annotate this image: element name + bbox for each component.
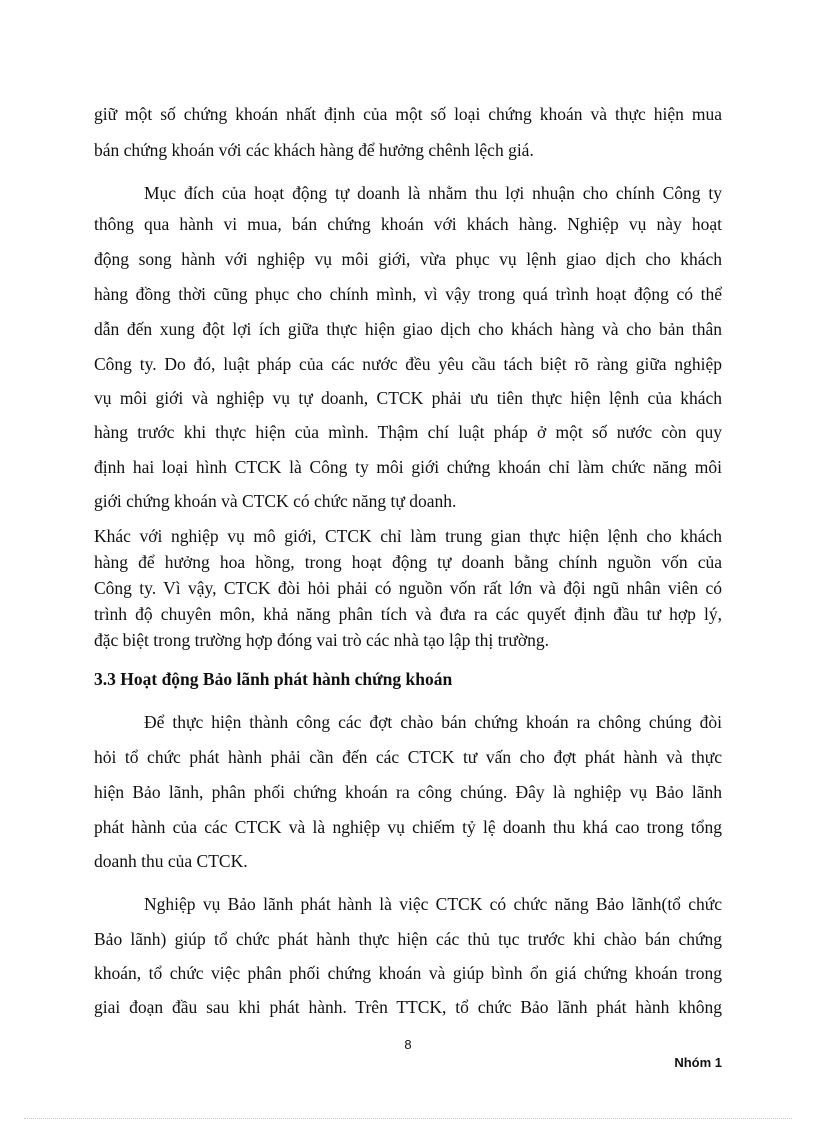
- footer-group-label: Nhóm 1: [674, 1055, 722, 1070]
- text-line: Khác với nghiệp vụ mô giới, CTCK chỉ làm trung gian thực hiện lệnh cho khách: [94, 526, 722, 546]
- text-line: giai đoạn đầu sau khi phát hành. Trên TTCK, tổ chức Bảo lãnh phát hành không: [94, 997, 722, 1017]
- text-line: hỏi tổ chức phát hành phải cần đến các CTCK tư vấn cho đợt phát hành và thực: [94, 747, 722, 767]
- text-line: động song hành với nghiệp vụ môi giới, vừa phục vụ lệnh giao dịch cho khách: [94, 249, 722, 269]
- text-line: giới chứng khoán và CTCK có chức năng tự doanh.: [94, 491, 457, 511]
- text-line: Công ty. Vì vậy, CTCK đòi hỏi phải có nguồn vốn rất lớn và đội ngũ nhân viên có: [94, 578, 722, 598]
- text-line: phát hành của các CTCK và là nghiệp vụ chiếm tỷ lệ doanh thu khá cao trong tổng: [94, 817, 722, 837]
- text-line: Mục đích của hoạt động tự doanh là nhằm thu lợi nhuận cho chính Công ty: [144, 183, 722, 203]
- text-line: Công ty. Do đó, luật pháp của các nước đều yêu cầu tách biệt rõ ràng giữa nghiệp: [94, 354, 722, 374]
- text-line: định hai loại hình CTCK là Công ty môi giới chứng khoán chỉ làm chức năng môi: [94, 457, 722, 477]
- text-line: vụ môi giới và nghiệp vụ tự doanh, CTCK phải ưu tiên thực hiện lệnh của khách: [94, 388, 722, 408]
- text-line: thông qua hành vi mua, bán chứng khoán với khách hàng. Nghiệp vụ này hoạt: [94, 214, 722, 234]
- text-line: hiện Bảo lãnh, phân phối chứng khoán ra công chúng. Đây là nghiệp vụ Bảo lãnh: [94, 782, 722, 802]
- text-line: giữ một số chứng khoán nhất định của một số loại chứng khoán và thực hiện mua: [94, 104, 722, 124]
- text-line: đặc biệt trong trường hợp đóng vai trò các nhà tạo lập thị trường.: [94, 630, 549, 650]
- text-line: Nghiệp vụ Bảo lãnh phát hành là việc CTCK có chức năng Bảo lãnh(tổ chức: [144, 894, 722, 914]
- section-heading: 3.3 Hoạt động Bảo lãnh phát hành chứng khoán: [94, 669, 453, 689]
- page-bottom-divider: [24, 1118, 792, 1119]
- text-line: Bảo lãnh) giúp tổ chức phát hành thực hiện các thủ tục trước khi chào bán chứng: [94, 929, 722, 949]
- text-line: doanh thu của CTCK.: [94, 851, 248, 871]
- text-line: dẫn đến xung đột lợi ích giữa thực hiện giao dịch cho khách hàng và cho bản thân: [94, 319, 722, 339]
- text-line: bán chứng khoán với các khách hàng để hưởng chênh lệch giá.: [94, 140, 534, 160]
- text-line: hàng trước khi thực hiện của mình. Thậm chí luật pháp ở một số nước còn quy: [94, 422, 722, 442]
- text-line: trình độ chuyên môn, khả năng phân tích và đưa ra các quyết định đầu tư hợp lý,: [94, 604, 722, 624]
- text-line: hàng để hưởng hoa hồng, trong hoạt động tự doanh bằng chính nguồn vốn của: [94, 552, 722, 572]
- text-line: khoán, tổ chức việc phân phối chứng khoán và giúp bình ổn giá chứng khoán trong: [94, 963, 722, 983]
- page-number: 8: [404, 1037, 412, 1052]
- text-line: Để thực hiện thành công các đợt chào bán chứng khoán ra chông chúng đòi: [144, 712, 722, 732]
- text-line: hàng đồng thời cũng phục cho chính mình, vì vậy trong quá trình hoạt động có thể: [94, 284, 722, 304]
